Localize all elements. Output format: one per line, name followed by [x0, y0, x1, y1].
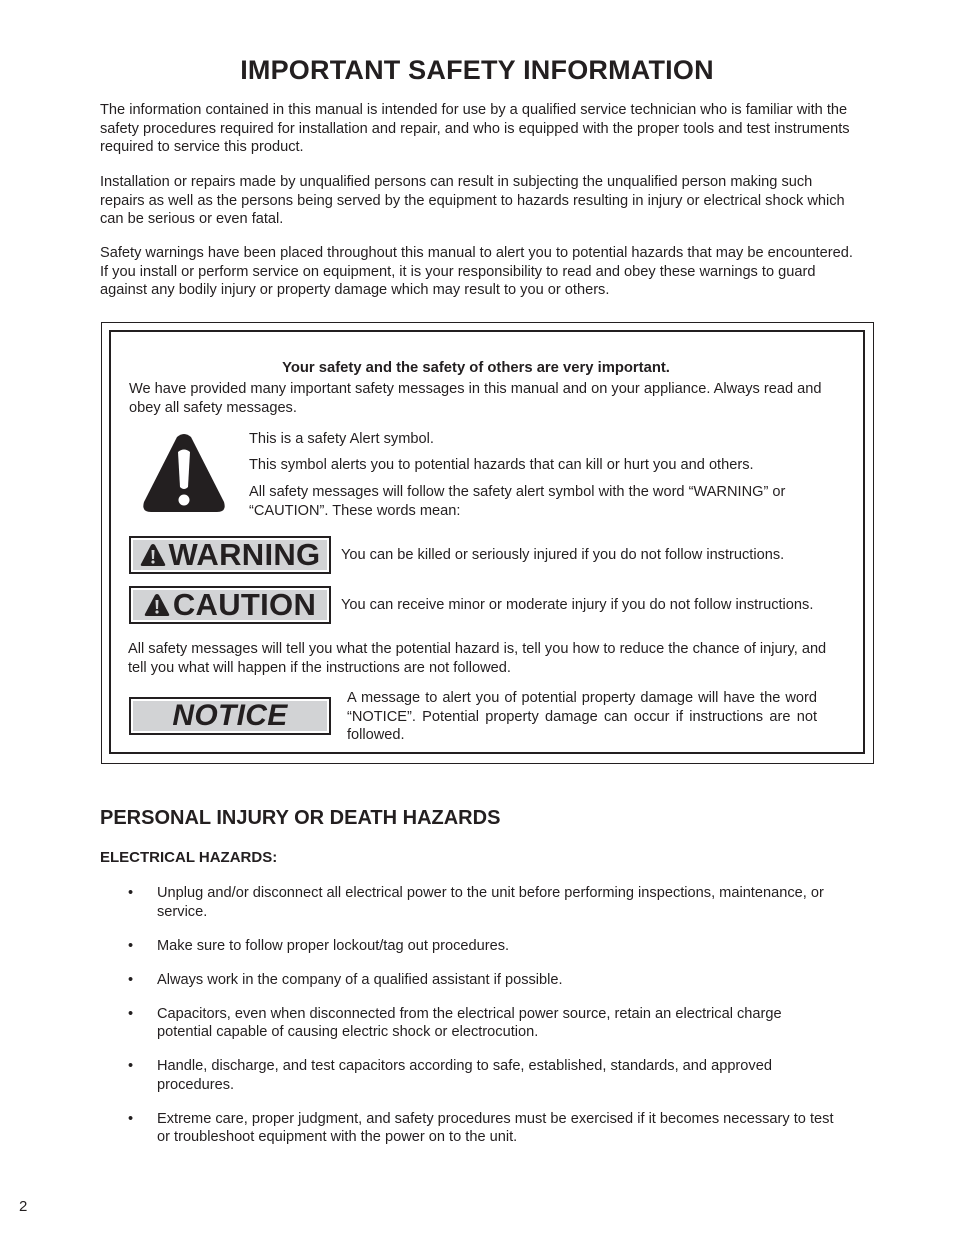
intro-paragraph: Installation or repairs made by unqualified persons can result in subjecting the unqualified person making such repairs as well as the persons being served by the equipment to hazards resulting in injury or electrical shock which can be serious or even fatal.	[100, 174, 845, 227]
bullet-dot: •	[128, 937, 134, 954]
list-item-text: Make sure to follow proper lockout/tag out procedures.	[157, 937, 510, 954]
intro-paragraph: The information contained in this manual is intended for use by a qualified service technician who is familiar with the safety procedures required for installation and repair, and who is equipped with the proper tools and test instruments required to service this product.	[100, 102, 850, 155]
alert-symbol-text: All safety messages will follow the safety alert symbol with the word “WARNING” or “CAUTION”. These words mean:	[249, 484, 786, 519]
list-item-text: Unplug and/or disconnect all electrical power to the unit before performing inspections, maintenance, or service.	[157, 885, 824, 920]
electrical-hazards-list	[100, 884, 860, 1162]
list-item-text: Capacitors, even when disconnected from the electrical power source, retain an electrical charge potential capable of causing electric shock or electrocution.	[157, 1005, 782, 1040]
page-number: 2	[19, 1198, 28, 1215]
list-item	[100, 937, 840, 956]
notice-description: A message to alert you of potential property damage will have the word “NOTICE”. Potential property damage can occur if instructions are not followed.	[347, 690, 817, 743]
caution-alert-icon	[144, 593, 170, 617]
alert-symbol-text: This is a safety Alert symbol.	[249, 431, 434, 447]
alert-symbol-text: This symbol alerts you to potential hazards that can kill or hurt you and others.	[249, 457, 754, 473]
bullet-dot: •	[128, 1005, 134, 1022]
notice-word: NOTICE	[172, 699, 288, 732]
warning-word: WARNING	[168, 537, 321, 572]
safety-box	[109, 330, 865, 754]
all-safety-messages-text: All safety messages will tell you what the potential hazard is, tell you how to reduce the chance of injury, and tell you what will happen if the instructions are not followed.	[128, 641, 827, 676]
bullet-dot: •	[128, 885, 134, 901]
list-item-text: Extreme care, proper judgment, and safety procedures must be exercised if it becomes necessary to test or troubleshoot equipment with the power on to the unit.	[157, 1110, 834, 1145]
section-heading: PERSONAL INJURY OR DEATH HAZARDS	[100, 807, 501, 829]
warning-description: You can be killed or seriously injured if you do not follow instructions.	[341, 547, 785, 563]
warning-alert-icon	[140, 543, 166, 567]
safety-box-heading: Your safety and the safety of others are very important.	[282, 360, 670, 376]
list-item	[100, 1005, 840, 1042]
safety-alert-icon	[141, 432, 227, 514]
bullet-dot: •	[128, 1058, 134, 1074]
page-title: IMPORTANT SAFETY INFORMATION	[240, 55, 714, 85]
list-item-text: Handle, discharge, and test capacitors according to safe, established, standards, and approved procedures.	[157, 1058, 772, 1093]
notice-label	[129, 697, 331, 735]
caution-label	[129, 586, 331, 624]
bullet-dot: •	[128, 1110, 134, 1127]
bullet-dot: •	[128, 971, 134, 988]
list-item	[100, 971, 840, 990]
caution-word: CAUTION	[172, 587, 317, 622]
intro-paragraph: Safety warnings have been placed throughout this manual to alert you to potential hazards that may be encountered. If you install or perform service on equipment, it is your responsibility to read and obey these warnings to guard against any bodily injury or property damage which may result to you or others.	[100, 245, 853, 298]
warning-label	[129, 536, 331, 574]
list-item	[100, 1057, 840, 1094]
sub-heading: ELECTRICAL HAZARDS:	[100, 849, 278, 866]
list-item	[100, 1110, 840, 1147]
caution-description: You can receive minor or moderate injury if you do not follow instructions.	[341, 597, 814, 613]
safety-box-intro: We have provided many important safety messages in this manual and on your appliance. Always read and obey all safety messages.	[129, 381, 822, 416]
safety-box-outer	[101, 322, 874, 764]
list-item	[100, 884, 840, 921]
list-item-text: Always work in the company of a qualified assistant if possible.	[157, 971, 563, 988]
